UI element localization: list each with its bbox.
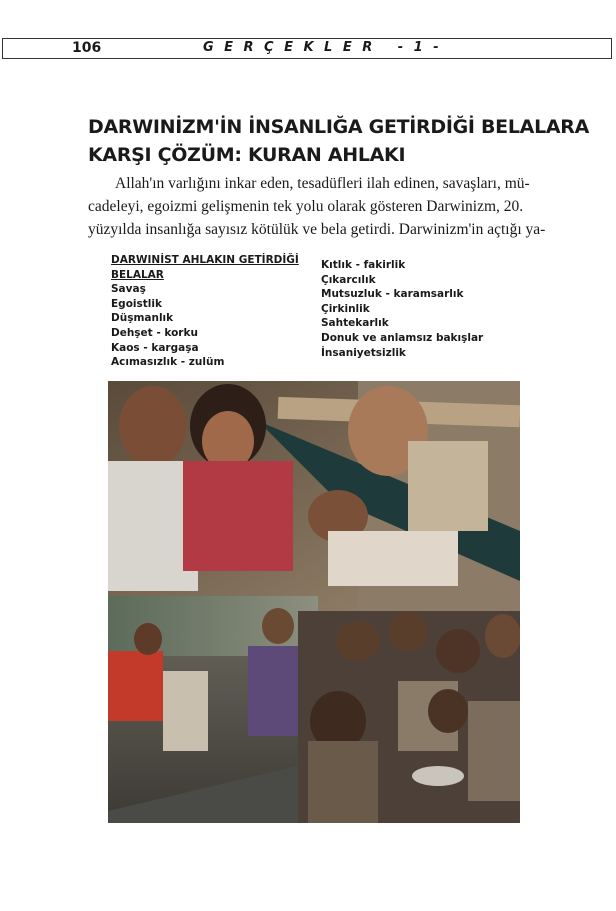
list-item: Acımasızlık - zulüm <box>111 356 225 369</box>
list-item: Kıtlık - fakirlik <box>321 259 406 271</box>
list-item: Donuk ve anlamsız bakışlar <box>321 331 484 344</box>
list-item: İnsaniyetsizlik <box>321 346 406 359</box>
list-item: Çirkinlik <box>321 302 370 315</box>
running-header <box>2 38 612 59</box>
list-item: Sahtekarlık <box>321 317 389 330</box>
chapter-title-line-1: DARWINİZM'İN İNSANLIĞA GETİRDİĞİ BELALARA <box>88 116 590 138</box>
list-item: Düşmanlık <box>111 312 174 325</box>
photo-collage-image <box>108 381 520 823</box>
page-number: 106 <box>72 40 102 56</box>
list-heading-line-2: BELALAR <box>111 268 164 281</box>
list-item: Kaos - kargaşa <box>111 341 199 354</box>
photo-collage <box>108 381 520 823</box>
chapter-title-line-2: KARŞI ÇÖZÜM: KURAN AHLAKI <box>88 144 406 166</box>
list-item: Çıkarcılık <box>321 273 376 286</box>
body-line-2: cadeleyi, egoizmi gelişmenin tek yolu olarak gösteren Darwinizm, 20. <box>88 198 524 215</box>
list-item: Dehşet - korku <box>111 326 198 339</box>
list-item: Mutsuzluk - karamsarlık <box>321 288 464 301</box>
list-item: Savaş <box>111 283 146 296</box>
body-paragraph <box>88 172 546 241</box>
running-title: GERÇEKLER -1- <box>203 40 450 55</box>
list-item: Egoistlik <box>111 297 162 310</box>
list-right-column <box>321 258 521 360</box>
body-line-3: yüzyılda insanlığa sayısız kötülük ve bela getirdi. Darwinizm'in açtığı ya- <box>88 221 546 238</box>
chapter-title <box>88 113 590 169</box>
list-left-column <box>111 253 301 370</box>
body-line-1: Allah'ın varlığını inkar eden, tesadüfleri ilah edinen, savaşları, mü- <box>115 175 530 192</box>
list-heading-line-1: DARWINİST AHLAKIN GETİRDİĞİ <box>111 254 299 266</box>
